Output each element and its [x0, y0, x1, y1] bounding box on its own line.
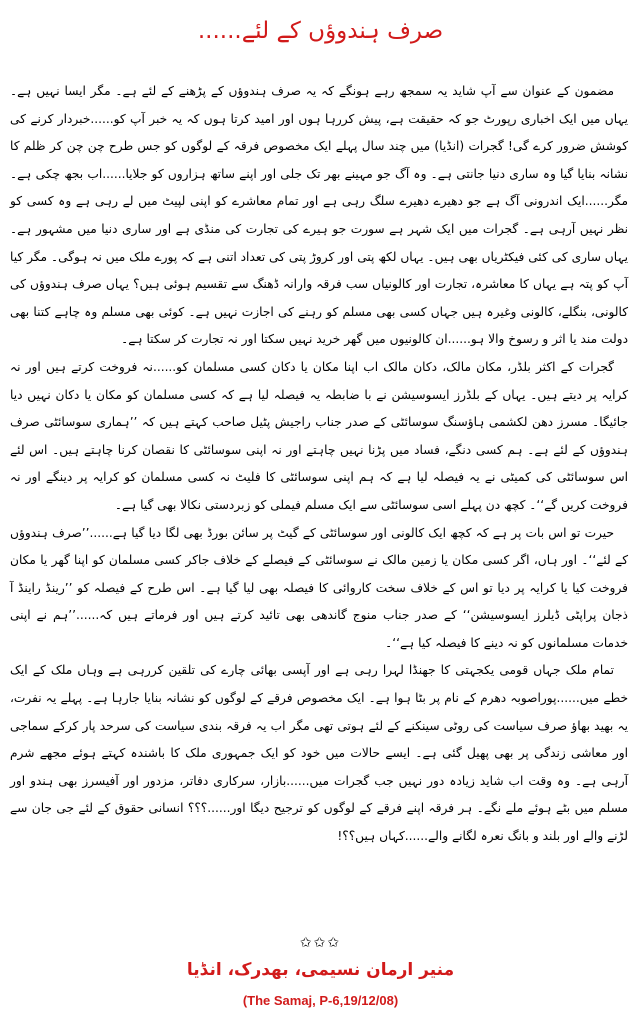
article-title: صرف ہندوؤں کے لئے......: [197, 18, 444, 44]
source-citation: (The Samaj, P-6,19/12/08): [242, 993, 399, 1008]
article-paragraph: مضمون کے عنوان سے آپ شاید یہ سمجھ رہے ہونگے کہ یہ صرف ہندوؤں کے پڑھنے کے لئے ہے۔ مگر ایسا نہیں ہے۔ یہاں میں ایک اخباری رپورٹ جو کہ حقیقت ہے، پیش کررہا ہوں اور امید کرتا ہوں کہ یہ خبر آپ کو......خبردار کرنے کی کوشش ضرور کرے گی! گجرات (انڈیا) میں چند سال پہلے ایک مخصوص فرقہ کے لوگوں کو جس طرح چن چن کر ظلم کا نشانہ بنایا گیا وہ ساری دنیا جانتی ہے۔ وہ آگ جو مہینے بھر تک جلی اور اپنے ساتھ ہزاروں کو جلایا......اب بجھ چکی ہے۔ مگر......ایک اندرونی آگ ہے جو دھیرے دھیرے سلگ رہی ہے اور تمام معاشرے کو اپنی لپیٹ میں لے رہی ہے وہ کسی کو نظر نہیں آرہی ہے۔ گجرات میں ایک شہر ہے سورت جو ہیرے کی تجارت کی منڈی ہے اور ساری دنیا میں مشہور ہے۔ یہاں ساری کی کئی فیکٹریاں بھی ہیں۔ یہاں لکھ پتی اور کروڑ پتی کی تعداد اتنی ہے کہ پورے ملک میں نہ ہوگی۔ مگر کیا آپ کو پتہ ہے یہاں کا معاشرہ، تجارت اور کالونیاں سب فرقہ وارانہ ڈھنگ سے تقسیم ہوئی ہیں؟ یہاں صرف ہندوؤں کی کالونی، بنگلے، کالونی وغیرہ ہیں جہاں کسی بھی مسلم کو رہنے کی اجازت نہیں ہے۔ کوئی بھی مسلم وہ چاہے کتنا بھی دولت مند یا اثر و رسوخ والا ہو......ان کالونیوں میں گھر خرید نہیں سکتا اور نہ تجارت کر سکتا ہے۔: [10, 84, 628, 347]
article-body: [10, 78, 628, 851]
article-paragraph: گجرات کے اکثر بلڈر، مکان مالک، دکان مالک اب اپنا مکان یا دکان کسی مسلمان کو......نہ فروخت کرتے ہیں اور نہ کرایہ پر دیتے ہیں۔ یہاں کے بلڈرز ایسوسیشن نے با ضابطہ یہ فیصلہ لیا ہے کہ کسی مسلمان کو مکان یا دکان نہیں دیا جائیگا۔ مسرز دھن لکشمی ہاؤسنگ سوسائٹی کے صدر جناب راجیش پٹیل صاحب کہتے ہیں کہ ’’ہماری سوسائٹی صرف ہندوؤں کے لئے ہے۔ ہم کسی دنگے، فساد میں پڑنا نہیں چاہتے اور نہ اپنی سوسائٹی کا نقصان کرنا چاہتے ہیں۔ اس لئے اس سوسائٹی کی کمیٹی نے یہ فیصلہ لیا ہے کہ ہم اپنی سوسائٹی کا فلیٹ نہ کسی مسلمان کو کرایہ پر دینگے اور نہ فروخت کریں گے‘‘۔ کچھ دن پہلے اسی سوسائٹی سے ایک مسلم فیملی کو زبردستی نکالا بھی گیا ہے۔: [10, 359, 628, 512]
author-line: منیر ارمان نسیمی، بھدرک، انڈیا: [186, 960, 455, 980]
section-separator: ✩✩✩: [299, 935, 342, 951]
article-paragraph: حیرت تو اس بات پر ہے کہ کچھ ایک کالونی اور سوسائٹی کے گیٹ پر سائن بورڈ بھی لگا دیا گیا ہے......’’صرف ہندوؤں کے لئے‘‘۔ اور ہاں، اگر کسی مکان یا زمین مالک نے سوسائٹی کے فیصلے کے خلاف جاکر کسی مسلمان کو اپنا گھر یا مکان فروخت کیا یا کرایہ پر دیا تو اس کے خلاف سخت کاروائی کا فیصلہ بھی لیا گیا ہے۔ اس طرح کے فیصلہ کو ’’رینڈ راینڈ آ ذجان پراپٹی ڈیلرز ایسوسیشن‘‘ کے صدر جناب منوج گاندھی بھی تائید کرتے ہیں اور فرماتے ہیں کہ......’’ہم نے اپنی خدمات مسلمانوں کو نہ دینے کا فیصلہ کیا ہے‘‘۔: [10, 525, 628, 650]
article-paragraph: تمام ملک جہاں قومی یکجہتی کا جھنڈا لہرا رہی ہے اور آپسی بھائی چارے کی تلقین کررہی ہے وہاں ملک کے ایک خطے میں......پوراصوبہ دھرم کے نام پر بٹا ہوا ہے۔ ایک مخصوص فرقے کے لوگوں کو نشانہ بنایا جارہا ہے۔ پہلے یہ نفرت، یہ بھید بھاؤ صرف سیاست کی روٹی سینکنے کے لئے ہوتی تھی مگر اب یہ فرقہ بندی سیاست کی سرحد پار کرکے سماجی اور معاشی زندگی پر بھی پھیل گئی ہے۔ ایسے حالات میں خود کو ایک جمہوری ملک کا باشندہ کہتے ہوئے مجھے شرم آرہی ہے۔ وہ وقت اب شاید زیادہ دور نہیں جب گجرات میں......بازار، سرکاری دفاتر، مزدور اور آفیسرز بھی ہندو اور مسلم میں بٹے ہوئے ملے نگے۔ ہر فرقہ اپنے فرقے کے لوگوں کو ترجیح دیگا اور......؟؟؟ انسانی حقوق کے لئے جی جان سے لڑنے والے اور بلند و بانگ نعرہ لگانے والے......کہاں ہیں؟؟!: [10, 663, 628, 844]
